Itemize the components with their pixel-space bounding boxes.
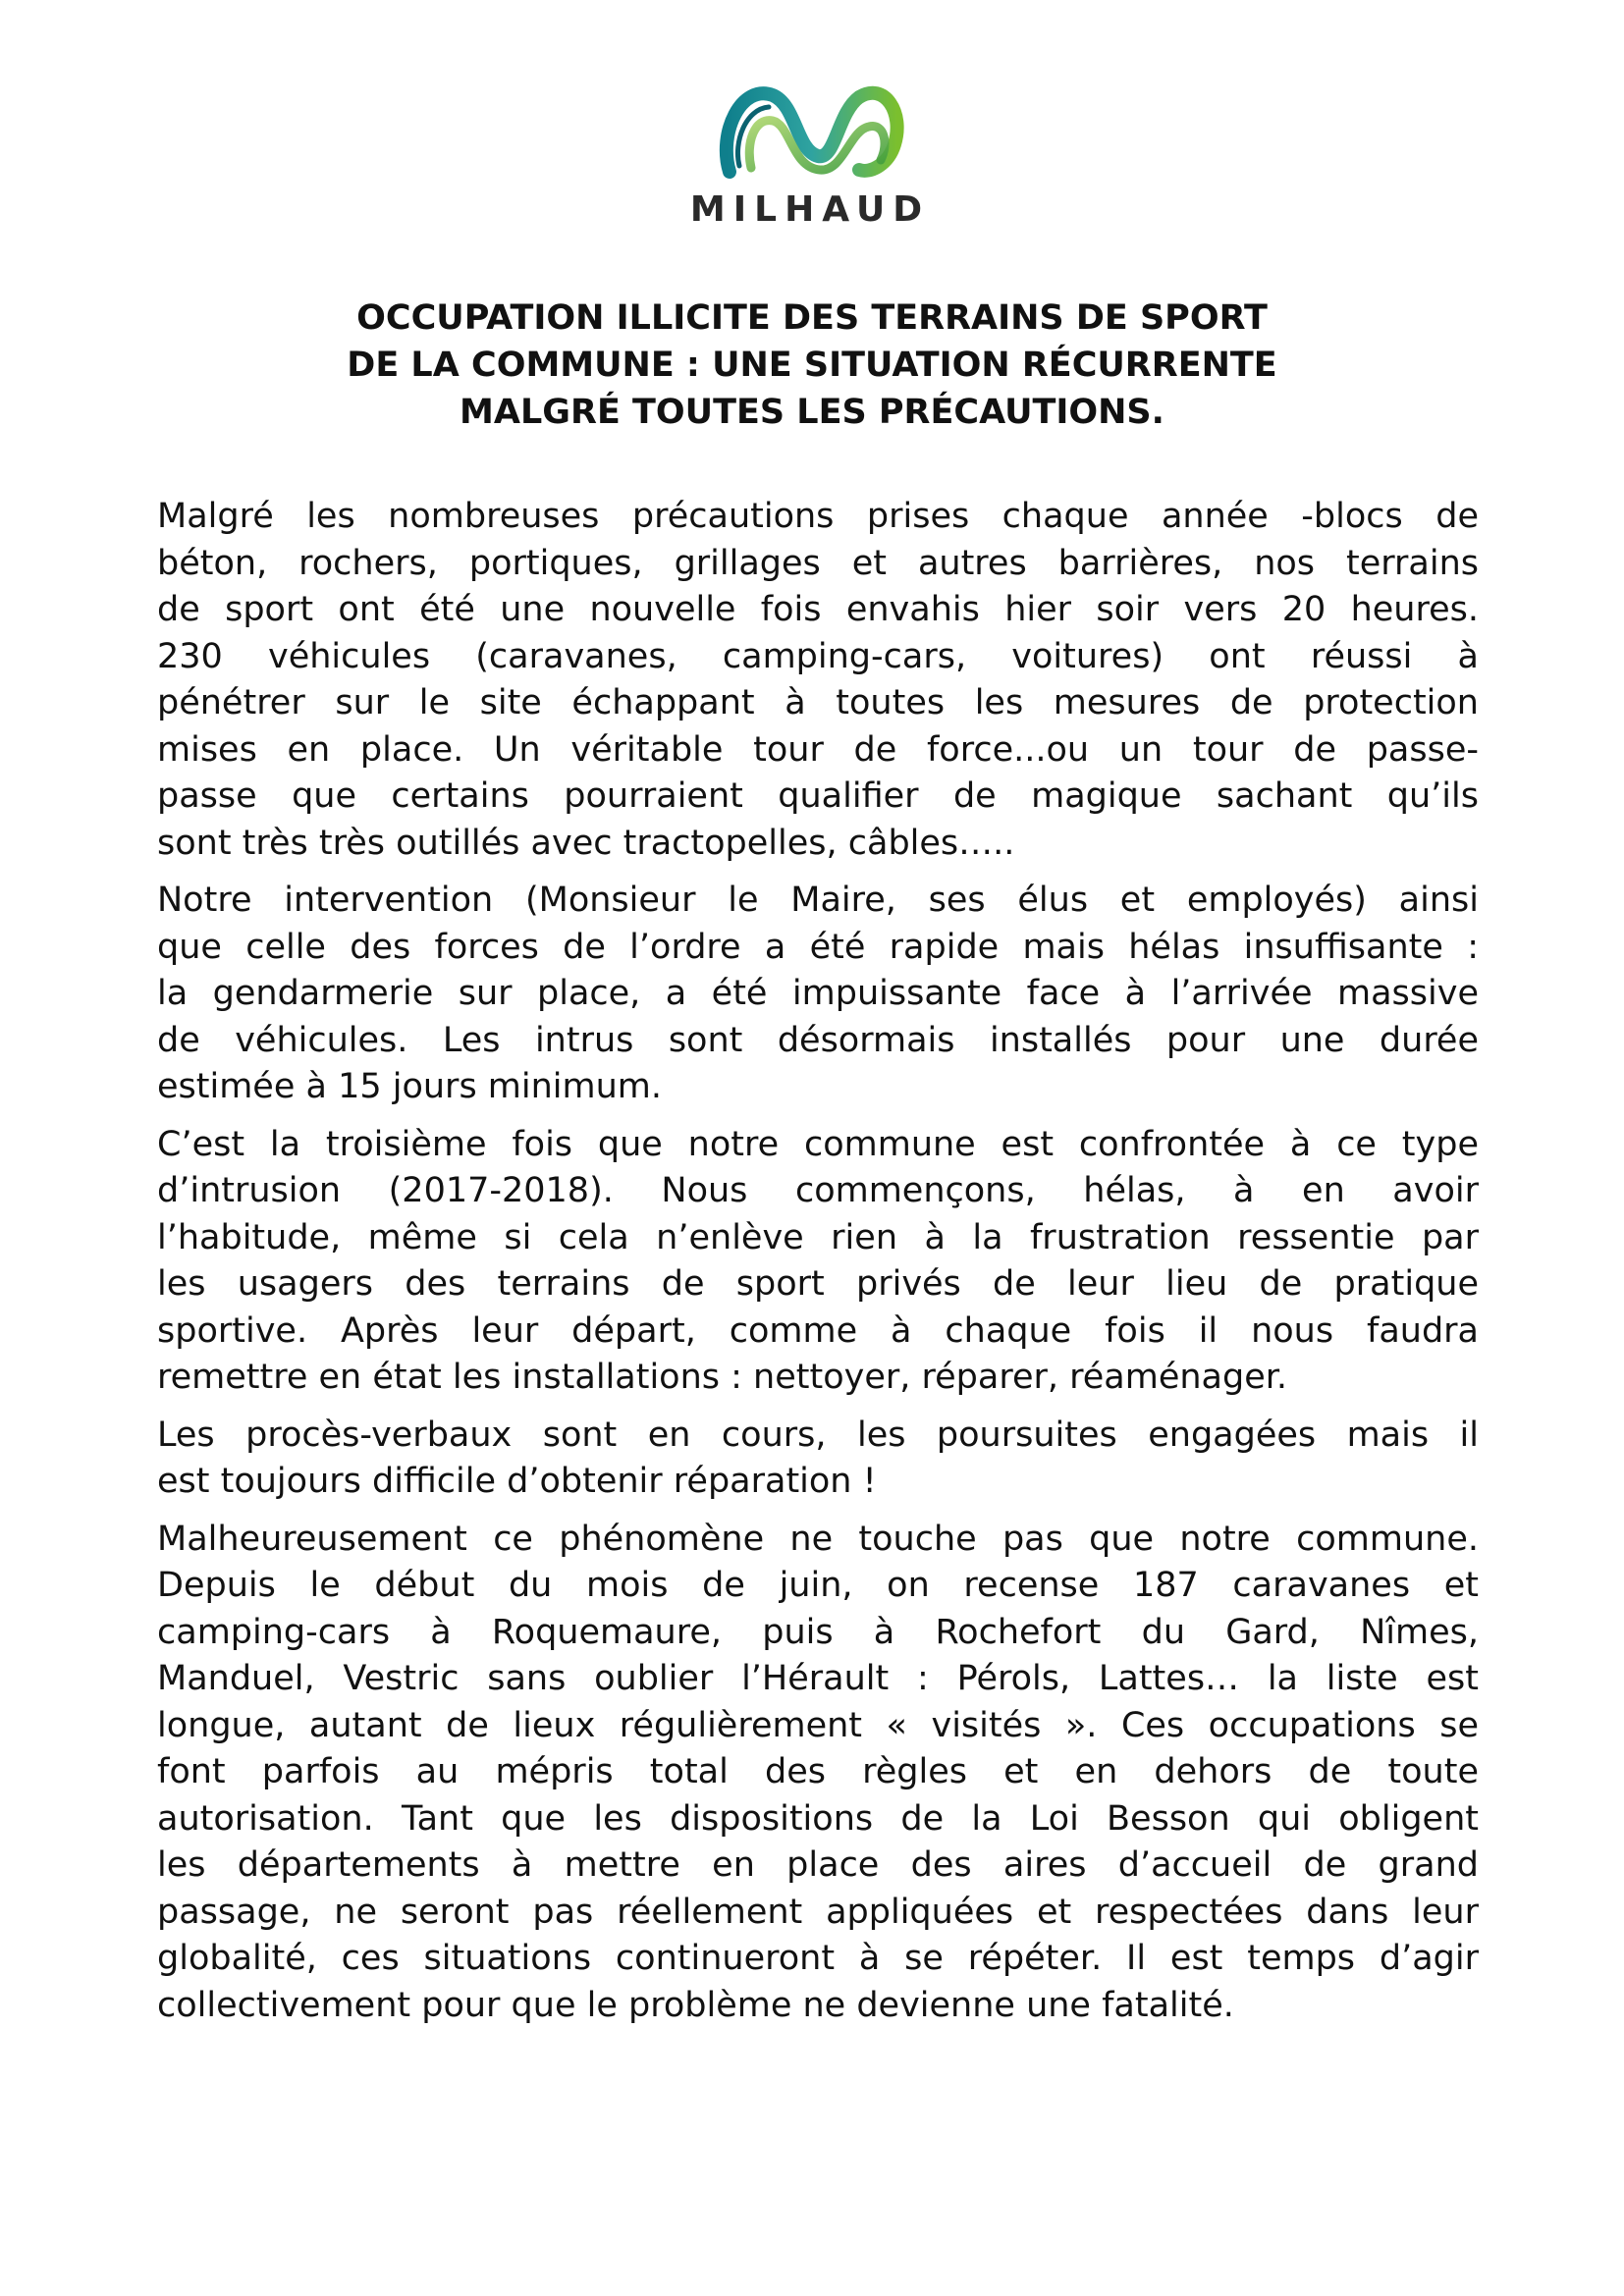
logo-wordmark: MILHAUD [689, 189, 931, 230]
text-line: d’intrusion (2017-2018). Nous commençons, hélas, à en avoir [157, 1171, 1479, 1210]
text-line: les usagers des terrains de sport privés de leur lieu de pratique [157, 1264, 1479, 1304]
paragraph-5 [157, 1517, 1479, 2030]
title-line: MALGRÉ TOUTES LES PRÉCAUTIONS. [460, 393, 1164, 432]
text-line: collectivement pour que le problème ne devienne une fatalité. [157, 1985, 1234, 2025]
text-line: globalité, ces situations continueront à se répéter. Il est temps d’agir [157, 1939, 1479, 1978]
text-line: mises en place. Un véritable tour de force...ou un tour de passe- [157, 729, 1479, 770]
text-line: béton, rochers, portiques, grillages et autres barrières, nos terrains [157, 543, 1479, 583]
text-line: de véhicules. Les intrus sont désormais installés pour une durée [157, 1020, 1479, 1060]
text-line: Manduel, Vestric sans oublier l’Hérault : Pérols, Lattes… la liste est [157, 1659, 1479, 1698]
text-line: Malgré les nombreuses précautions prises chaque année -blocs de [157, 497, 1479, 536]
milhaud-m-logo-icon [712, 74, 908, 191]
text-line: camping-cars à Roquemaure, puis à Rochefort du Gard, Nîmes, [157, 1612, 1479, 1652]
text-line: 230 véhicules (caravanes, camping-cars, voitures) ont réussi à [157, 636, 1479, 676]
text-line: C’est la troisième fois que notre commune est confrontée à ce type [157, 1124, 1479, 1164]
paragraph-3 [157, 1122, 1479, 1402]
text-line: passage, ne seront pas réellement appliquées et respectées dans leur [157, 1892, 1479, 1932]
text-line: de sport ont été une nouvelle fois envahis hier soir vers 20 heures. [157, 590, 1479, 629]
text-line: estimée à 15 jours minimum. [157, 1067, 663, 1106]
text-line: la gendarmerie sur place, a été impuissante face à l’arrivée massive [157, 974, 1479, 1013]
paragraph-2 [157, 878, 1479, 1111]
milhaud-logo [677, 74, 943, 240]
title-line: DE LA COMMUNE : UNE SITUATION RÉCURRENTE [347, 346, 1277, 385]
text-line: Les procès-verbaux sont en cours, les poursuites engagées mais il [157, 1415, 1479, 1455]
title-line: OCCUPATION ILLICITE DES TERRAINS DE SPORT [356, 298, 1268, 338]
text-line: sportive. Après leur départ, comme à chaque fois il nous faudra [157, 1310, 1479, 1351]
document-title [157, 294, 1467, 436]
text-line: Depuis le début du mois de juin, on recense 187 caravanes et [157, 1566, 1479, 1605]
text-line: les départements à mettre en place des aires d’accueil de grand [157, 1845, 1479, 1885]
text-line: font parfois au mépris total des règles et en dehors de toute [157, 1752, 1479, 1791]
paragraph-1 [157, 494, 1479, 867]
text-line: remettre en état les installations : nettoyer, réparer, réaménager. [157, 1358, 1288, 1397]
text-line: longue, autant de lieux régulièrement « visités ». Ces occupations se [157, 1705, 1479, 1745]
text-line: passe que certains pourraient qualifier de magique sachant qu’ils [157, 776, 1479, 816]
text-line: sont très très outillés avec tractopelles, câbles….. [157, 823, 1015, 863]
text-line: Notre intervention (Monsieur le Maire, ses élus et employés) ainsi [157, 881, 1479, 920]
text-line: Malheureusement ce phénomène ne touche pas que notre commune. [157, 1519, 1479, 1559]
text-line: que celle des forces de l’ordre a été rapide mais hélas insuffisante : [157, 927, 1479, 967]
text-line: pénétrer sur le site échappant à toutes les mesures de protection [157, 683, 1479, 722]
text-line: l’habitude, même si cela n’enlève rien à la frustration ressentie par [157, 1217, 1479, 1257]
text-line: autorisation. Tant que les dispositions de la Loi Besson qui obligent [157, 1798, 1479, 1839]
text-line: est toujours difficile d’obtenir réparation ! [157, 1462, 877, 1501]
document-body [157, 494, 1479, 2040]
paragraph-4 [157, 1413, 1479, 1506]
